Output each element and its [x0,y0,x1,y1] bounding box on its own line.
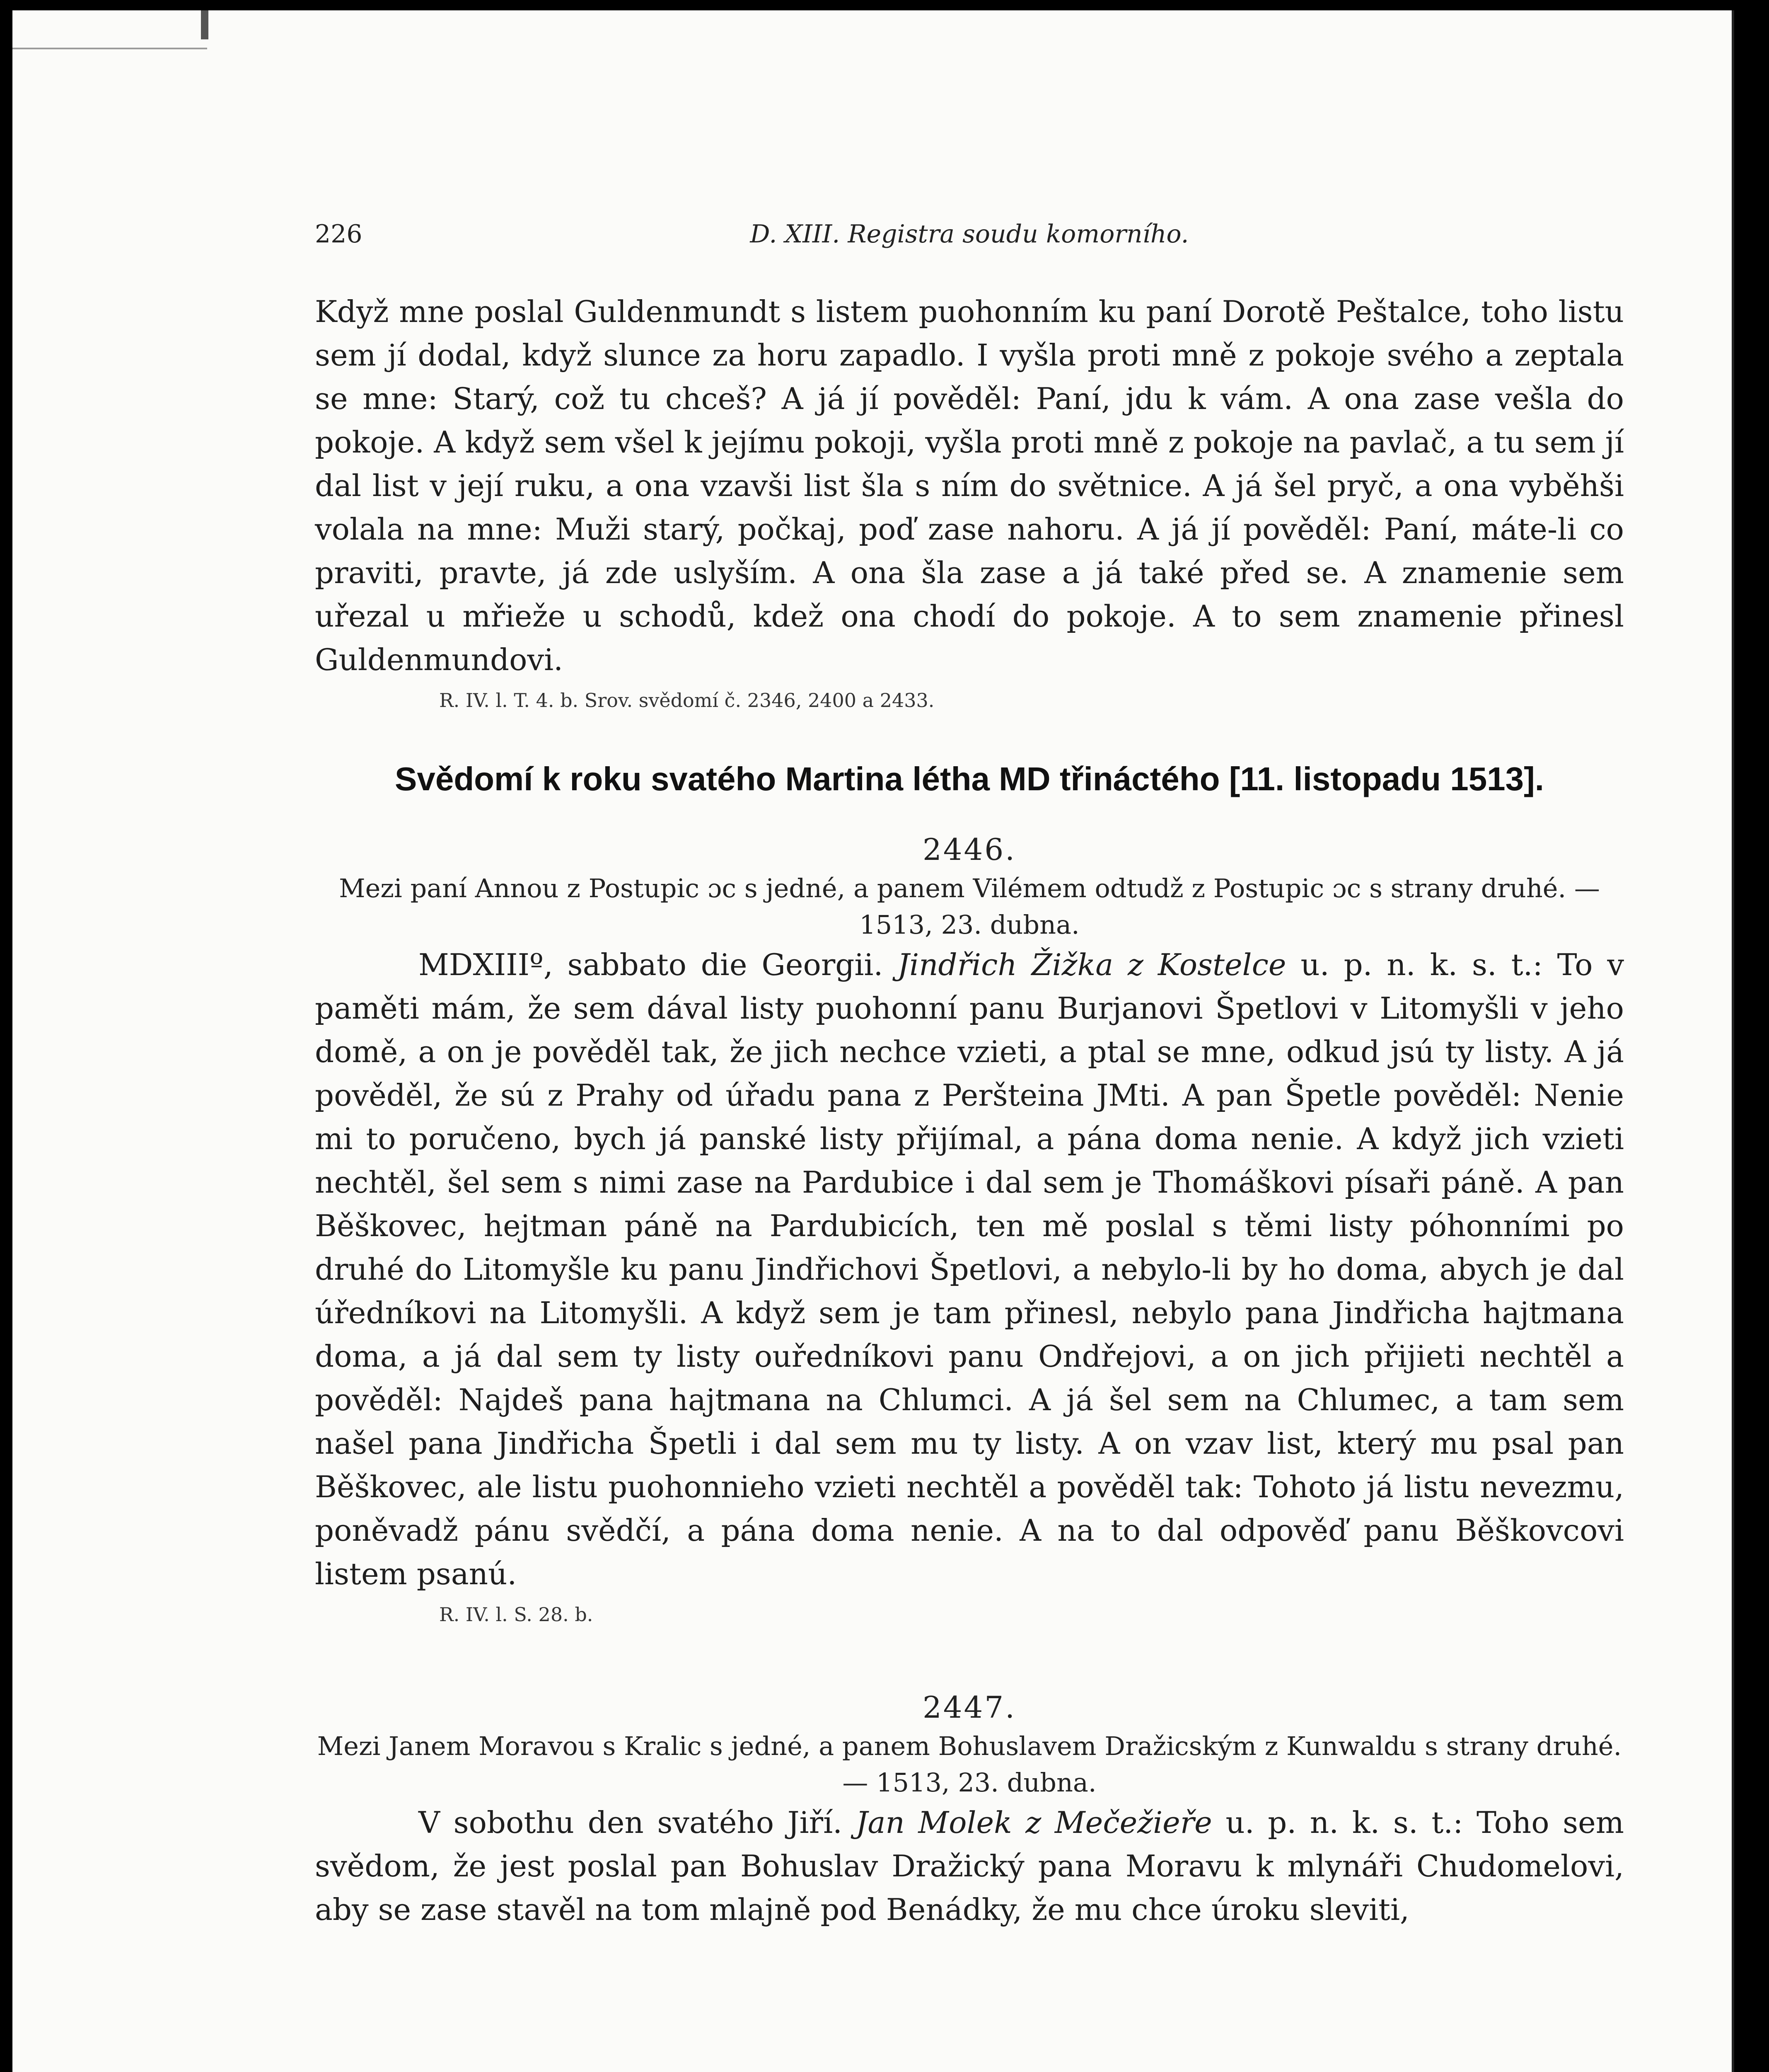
section-heading: Svědomí k roku svatého Martina létha MD třináctého [11. listopadu 1513]. [394,760,1544,797]
entry-text [315,1801,1624,1932]
running-title: D. XIII. Registra soudu komorního. [750,220,1189,249]
page-number: 226 [315,220,362,249]
entry-reference: R. IV. l. S. 28. b. [439,1603,593,1626]
entry-2446 [315,829,1624,1633]
entry-parties: Mezi paní Annou z Postupic ɔc s jedné, a panem Vilémem odtudž z Postupic ɔc s strany druhé. — 1513, 23. dubna. [339,873,1600,940]
intro-paragraph: Když mne poslal Guldenmundt s listem puohonním ku paní Dorotě Peštalce, toho listu sem jí dodal, když slunce za horu zapadlo. I vyšla proti mně z pokoje svého a zeptala se mne: Starý, což tu chceš? A já jí pověděl: Paní, jdu k vám. A ona zase vešla do pokoje. A když sem všel k jejímu pokoji, vyšla proti mně z pokoje na pavlač, a tu sem jí dal list v její ruku, a ona vzavši list šla s ním do světnice. A já šel pryč, a ona vyběhši volala na mne: Muži starý, počkaj, poď zase nahoru. A já jí pověděl: Paní, máte-li co praviti, pravte, já zde uslyším. A ona šla zase a já také před se. A znamenie sem uřezal u mřieže u schodů, kdež ona chodí do pokoje. A to sem znamenie přinesl Guldenmundovi. [315,294,1624,677]
entry-text [315,943,1624,1596]
entry-witness: Jan Molek z Mečežieře [856,1805,1212,1840]
intro-block [315,290,1624,719]
entry-parties: Mezi Janem Moravou s Kralic s jedné, a panem Bohuslavem Dražicským z Kunwaldu s strany druhé. — 1513, 23. dubna. [317,1731,1622,1798]
intro-reference: R. IV. l. T. 4. b. Srov. svědomí č. 2346, 2400 a 2433. [439,689,935,712]
entry-2447 [315,1687,1624,1932]
running-head [315,220,1624,257]
entry-date: MDXIIIº, sabbato die Georgii. [418,947,883,982]
entry-date: V sobothu den svatého Jiří. [418,1805,842,1840]
entry-witness: Jindřich Žižka z Kostelce [897,947,1286,982]
entry-testimony: u. p. n. k. s. t.: To v paměti mám, že sem dával listy puohonní panu Burjanovi Špetlovi v Litomyšli v jeho domě, a on je pověděl tak, že jich nechce vzieti, a ptal se mne, odkud jsú ty listy. A já pověděl, že sú z Prahy od úřadu pana z Peršteina JMti. A pan Špetle pověděl: Nenie mi to poručeno, bych já panské listy přijímal, a pána doma nenie. A když jich vzieti nechtěl, šel sem s nimi zase na Pardubice i dal sem je Thomáškovi písaři páně. A pan Běškovec, hejtman páně na Pardubicích, ten mě poslal s těmi listy póhonními po druhé do Litomyšle ku panu Jindřichovi Špetlovi, a nebylo-li by ho doma, abych je dal úředníkovi na Litomyšli. A když sem je tam přinesl, nebylo pana Jindřicha hajtmana doma, a já dal sem ty listy ouředníkovi panu Ondřejovi, a on jich přijieti nechtěl a pověděl: Najdeš pana hajtmana na Chlumci. A já šel sem na Chlumec, a tam sem našel pana Jindřicha Špetli i dal sem mu ty listy. A on vzav list, který mu psal pan Běškovec, ale listu puohonnieho vzieti nechtěl a pověděl tak: Tohoto já listu nevezmu, poněvadž pánu svědčí, a pána doma nenie. A na to dal odpověď panu Běškovcovi listem psanú. [315,947,1624,1591]
entry-testimony: u. p. n. k. s. t.: Toho sem svědom, že jest poslal pan Bohuslav Dražický pana Moravu k mlynáři Chudomelovi, aby se zase stavěl na tom mlajně pod Benádky, že mu chce úroku sleviti, [315,1805,1624,1927]
scan-corner-mark [12,10,207,49]
entry-number: 2447. [922,1690,1017,1725]
entry-number: 2446. [922,832,1017,867]
